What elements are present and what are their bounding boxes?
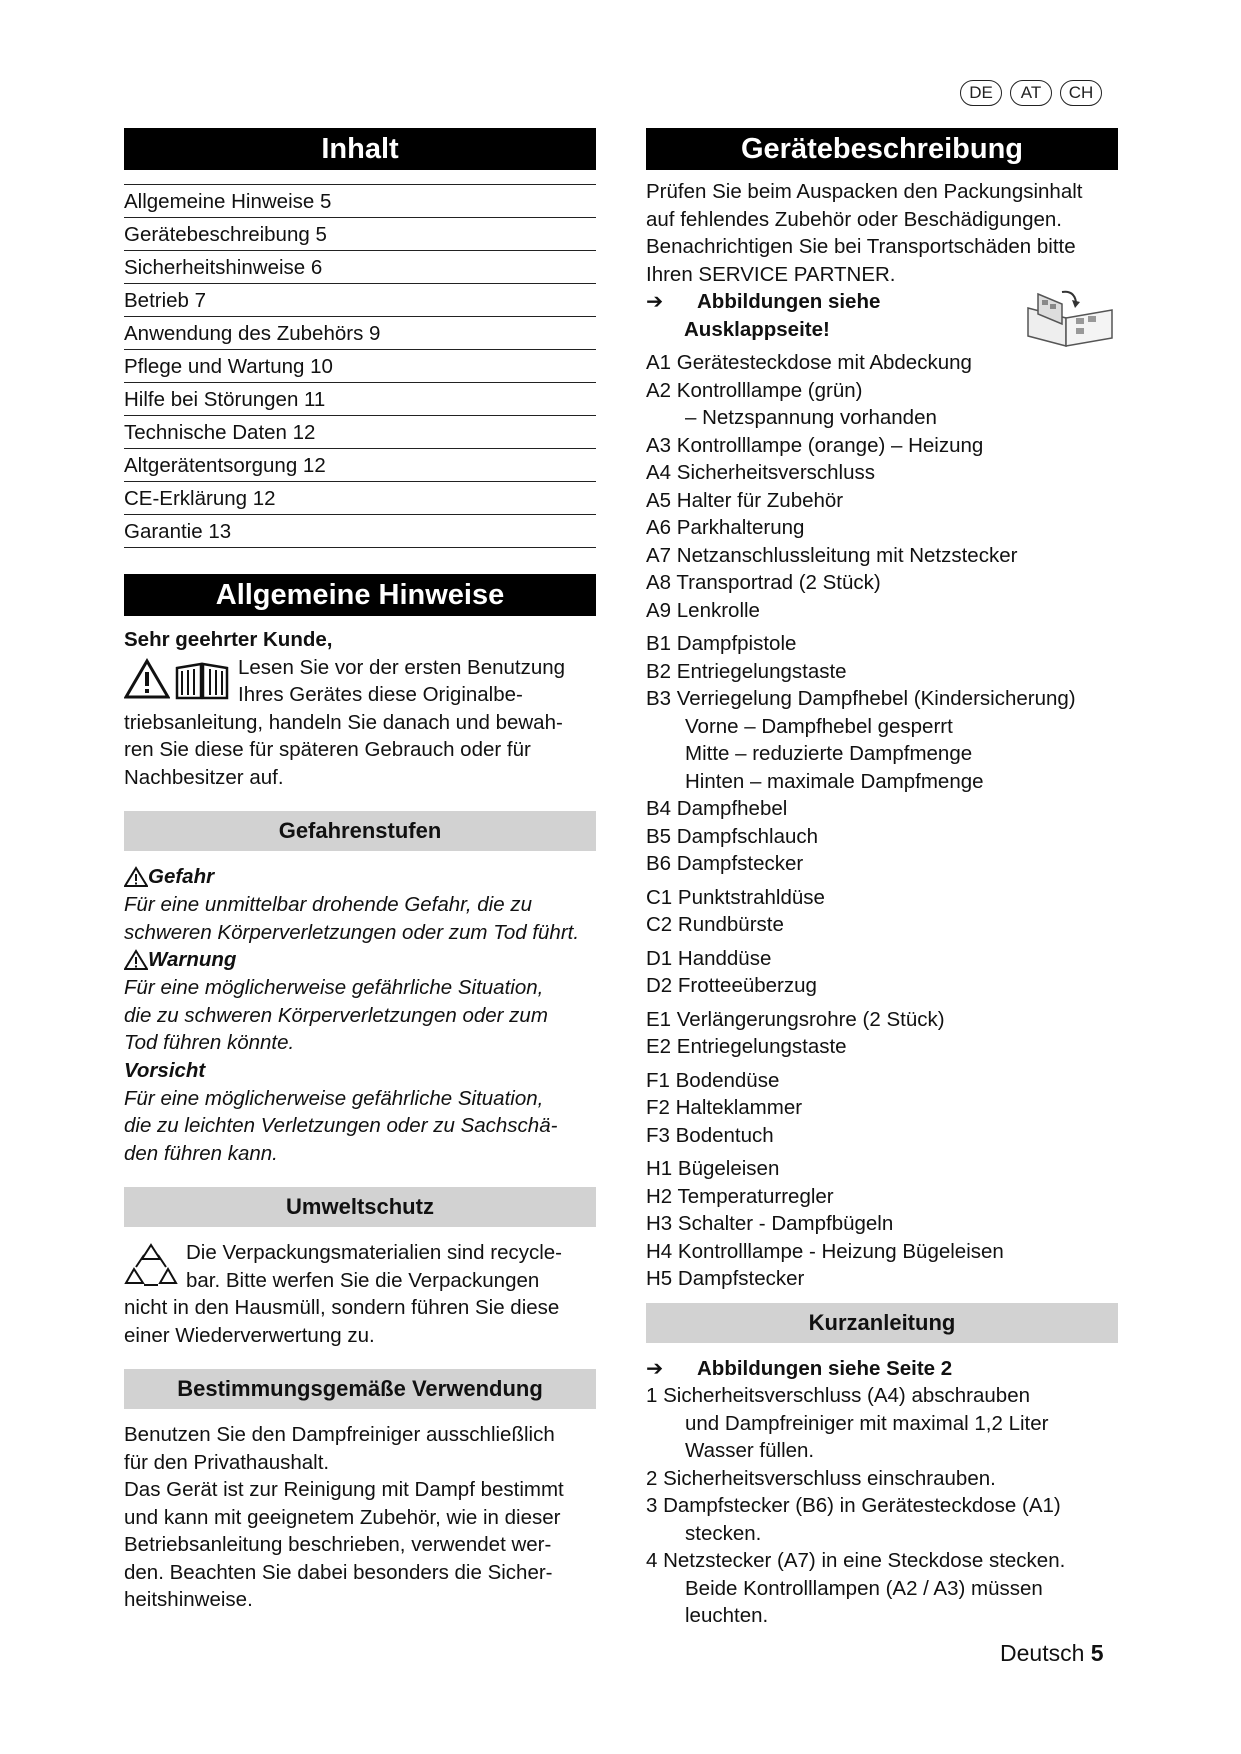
group-d	[646, 945, 1118, 1000]
group-c	[646, 884, 1118, 939]
component-list	[646, 349, 1118, 1293]
body-line: einer Wiederverwertung zu.	[124, 1323, 375, 1347]
list-item: – Netzspannung vorhanden	[685, 406, 937, 429]
list-item: A2 Kontrolllampe (grün)	[646, 378, 863, 402]
body-line: ren Sie diese für späteren Gebrauch oder für	[124, 738, 531, 761]
group-b	[646, 630, 1118, 878]
warnung-heading	[124, 946, 596, 974]
step-line: leuchten.	[685, 1604, 769, 1627]
greeting: Sehr geehrter Kunde,	[124, 628, 333, 651]
body-line: Betriebsanleitung beschrieben, verwendet wer-	[124, 1533, 552, 1556]
arrow-right-icon: ➔	[646, 290, 664, 313]
group-f	[646, 1067, 1118, 1150]
toc-item: Anwendung des Zubehörs 9	[124, 317, 596, 350]
inhalt-title: Inhalt	[124, 128, 596, 170]
table-of-contents	[124, 184, 596, 548]
geraete-note	[646, 288, 1118, 343]
gefahr-heading	[124, 863, 596, 891]
allgemeine-body	[124, 626, 596, 791]
warnung-line: Für eine möglicherweise gefährliche Situation,	[124, 976, 544, 999]
footer-page-number: 5	[1090, 1640, 1104, 1666]
kurz-body	[646, 1355, 1118, 1630]
body-line: Benachrichtigen Sie bei Transportschäden bitte	[646, 235, 1076, 258]
warning-triangle-icon	[124, 658, 170, 700]
footer-language: Deutsch	[1000, 1640, 1085, 1666]
verwendung-body	[124, 1421, 596, 1614]
warnung-line: die zu schweren Körperverletzungen oder zum	[124, 1003, 548, 1027]
list-item: Hinten – maximale Dampfmenge	[685, 769, 984, 793]
body-line: triebsanleitung, handeln Sie danach und bewah-	[124, 710, 563, 734]
body-line: Benutzen Sie den Dampfreiniger ausschließlich	[124, 1423, 555, 1446]
right-column	[646, 128, 1118, 1630]
gefahrenstufen-title: Gefahrenstufen	[124, 811, 596, 851]
warning-manual-icons	[124, 658, 230, 700]
list-item: F1 Bodendüse	[646, 1068, 780, 1092]
vorsicht-line: den führen kann.	[124, 1141, 278, 1165]
gefahr-line: Für eine unmittelbar drohende Gefahr, die zu	[124, 893, 532, 916]
list-item: F3 Bodentuch	[646, 1123, 774, 1147]
badge-ch: CH	[1060, 80, 1102, 106]
list-item: H5 Dampfstecker	[646, 1267, 805, 1290]
note-text: Abbildungen siehe	[697, 290, 881, 313]
warnung-label: Warnung	[148, 948, 237, 971]
list-item: E2 Entriegelungstaste	[646, 1035, 847, 1058]
vorsicht-line: die zu leichten Verletzungen oder zu Sachschä-	[124, 1114, 558, 1137]
list-item: Vorne – Dampfhebel gesperrt	[685, 714, 953, 738]
group-h	[646, 1155, 1118, 1293]
toc-item: Sicherheitshinweise 6	[124, 251, 596, 284]
body-line: Prüfen Sie beim Auspacken den Packungsinhalt	[646, 180, 1083, 203]
gefahrenstufen-body	[124, 863, 596, 1167]
body-line: Das Gerät ist zur Reinigung mit Dampf bestimmt	[124, 1478, 564, 1501]
list-item: A3 Kontrolllampe (orange) – Heizung	[646, 433, 984, 457]
left-column	[124, 128, 596, 1614]
vorsicht-heading	[124, 1057, 596, 1085]
list-item: A4 Sicherheitsverschluss	[646, 461, 876, 484]
kurz-title: Kurzanleitung	[646, 1303, 1118, 1343]
step-line: Wasser füllen.	[685, 1439, 815, 1462]
body-line: Nachbesitzer auf.	[124, 765, 284, 789]
group-e	[646, 1006, 1118, 1061]
body-line: Ihren SERVICE PARTNER.	[646, 262, 896, 286]
toc-item: Garantie 13	[124, 515, 596, 548]
toc-item: Technische Daten 12	[124, 416, 596, 449]
toc-item: Betrieb 7	[124, 284, 596, 317]
body-line: für den Privathaushalt.	[124, 1450, 330, 1474]
step-line: 4 Netzstecker (A7) in eine Steckdose stecken.	[646, 1549, 1066, 1572]
list-item: A1 Gerätesteckdose mit Abdeckung	[646, 351, 972, 374]
list-item: H4 Kontrolllampe - Heizung Bügeleisen	[646, 1239, 1004, 1263]
list-item: F2 Halteklammer	[646, 1096, 803, 1119]
badge-at: AT	[1010, 80, 1052, 106]
vorsicht-line: Für eine möglicherweise gefährliche Situation,	[124, 1086, 544, 1110]
foldout-page-icon	[1022, 288, 1118, 350]
gefahr-label: Gefahr	[148, 865, 215, 888]
list-item: A9 Lenkrolle	[646, 598, 760, 622]
badge-de: DE	[960, 80, 1002, 106]
body-line: bar. Bitte werfen Sie die Verpackungen	[186, 1268, 540, 1292]
list-item: B6 Dampfstecker	[646, 852, 804, 875]
toc-item: Gerätebeschreibung 5	[124, 218, 596, 251]
umweltschutz-body	[124, 1239, 596, 1349]
list-item: B5 Dampfschlauch	[646, 824, 819, 848]
umweltschutz-title: Umweltschutz	[124, 1187, 596, 1227]
toc-item: Pflege und Wartung 10	[124, 350, 596, 383]
toc-item: Altgerätentsorgung 12	[124, 449, 596, 482]
language-badges	[960, 80, 1102, 106]
toc-item: Hilfe bei Störungen 11	[124, 383, 596, 416]
toc-item: Allgemeine Hinweise 5	[124, 185, 596, 218]
list-item: A6 Parkhalterung	[646, 516, 805, 539]
page-footer	[1000, 1640, 1104, 1667]
list-item: H2 Temperaturregler	[646, 1184, 834, 1208]
list-item: A5 Halter für Zubehör	[646, 488, 844, 512]
warnung-line: Tod führen könnte.	[124, 1031, 295, 1054]
body-line: Ihres Gerätes diese Originalbe-	[238, 683, 523, 706]
list-item: A8 Transportrad (2 Stück)	[646, 571, 881, 594]
list-item: D2 Frotteeüberzug	[646, 974, 817, 997]
body-line: heitshinweise.	[124, 1588, 253, 1611]
note-line	[646, 1355, 1118, 1383]
list-item: C1 Punktstrahldüse	[646, 885, 825, 909]
step-line: stecken.	[685, 1521, 762, 1545]
warning-triangle-icon	[124, 866, 148, 888]
list-item: B3 Verriegelung Dampfhebel (Kindersicherung)	[646, 687, 1076, 710]
arrow-right-icon: ➔	[646, 1356, 664, 1380]
list-item: E1 Verlängerungsrohre (2 Stück)	[646, 1007, 945, 1031]
recycling-icons	[124, 1241, 178, 1291]
step-line: und Dampfreiniger mit maximal 1,2 Liter	[685, 1411, 1049, 1435]
note-text: Ausklappseite!	[684, 317, 830, 341]
list-item: B2 Entriegelungstaste	[646, 659, 847, 683]
list-item: C2 Rundbürste	[646, 913, 784, 936]
group-a	[646, 349, 1118, 624]
step-line: Beide Kontrolllampen (A2 / A3) müssen	[685, 1576, 1043, 1600]
warning-triangle-icon	[124, 949, 148, 971]
list-item: B1 Dampfpistole	[646, 632, 797, 655]
list-item: Mitte – reduzierte Dampfmenge	[685, 742, 973, 765]
vorsicht-label: Vorsicht	[124, 1058, 206, 1082]
body-line: und kann mit geeignetem Zubehör, wie in dieser	[124, 1505, 561, 1529]
geraete-intro	[646, 178, 1118, 288]
geraete-title: Gerätebeschreibung	[646, 128, 1118, 170]
note-text: Abbildungen siehe Seite 2	[697, 1356, 953, 1380]
body-line: Lesen Sie vor der ersten Benutzung	[238, 655, 566, 679]
list-item: A7 Netzanschlussleitung mit Netzstecker	[646, 543, 1018, 567]
gefahr-line: schweren Körperverletzungen oder zum Tod führt.	[124, 920, 580, 944]
step-line: 1 Sicherheitsverschluss (A4) abschrauben	[646, 1384, 1030, 1407]
list-item: B4 Dampfhebel	[646, 797, 788, 820]
list-item: D1 Handdüse	[646, 946, 772, 970]
allgemeine-title: Allgemeine Hinweise	[124, 574, 596, 616]
body-line: auf fehlendes Zubehör oder Beschädigungen.	[646, 207, 1063, 231]
list-item: H1 Bügeleisen	[646, 1157, 780, 1180]
body-line: Die Verpackungsmaterialien sind recycle-	[186, 1241, 563, 1264]
list-item: H3 Schalter - Dampfbügeln	[646, 1212, 894, 1235]
step-line: 3 Dampfstecker (B6) in Gerätesteckdose (A1)	[646, 1494, 1061, 1517]
body-line: den. Beachten Sie dabei besonders die Sicher-	[124, 1560, 553, 1584]
manual-book-icon	[174, 658, 230, 700]
body-line: nicht in den Hausmüll, sondern führen Sie diese	[124, 1296, 560, 1319]
recycling-icon	[124, 1241, 178, 1291]
step-line: 2 Sicherheitsverschluss einschrauben.	[646, 1466, 996, 1490]
toc-item: CE-Erklärung 12	[124, 482, 596, 515]
verwendung-title: Bestimmungsgemäße Verwendung	[124, 1369, 596, 1409]
